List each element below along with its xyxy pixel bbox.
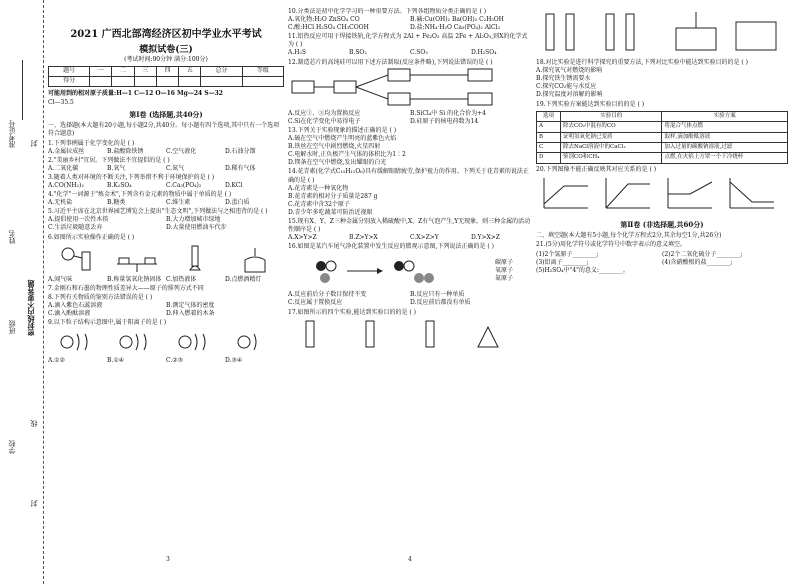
question-8	[48, 294, 284, 318]
binding-strip	[0, 0, 44, 584]
question-text: 15.现有X、Y、Z三种金属分别放入稀硫酸中,X、Z有气泡产生,Y无现象。则三种金属的活动性顺序是 ( )	[288, 217, 531, 234]
experiment-apparatus	[288, 317, 528, 353]
table-cell: 取样,滴加酚酞溶液	[662, 132, 788, 142]
score-cell[interactable]	[134, 76, 156, 86]
table-cell: 除去NaCl溶液中的CaCl₂	[561, 142, 662, 152]
seal-char: 封	[30, 500, 38, 507]
question-text: 11.铝热反应可用于焊接铁轨,化学方程式为 2Al + Fe₂O₃ 高温 2Fe + Al₂O₃,则X的化学式为 ( )	[288, 33, 528, 49]
table-cell: 点燃,在火焰上方罩一个干冷烧杯	[662, 153, 788, 163]
fill-item[interactable]: (1)2个氢原子________;	[536, 250, 599, 258]
table-cell: B	[537, 132, 561, 142]
option: A.滴入紫色石蕊溶液	[48, 301, 103, 309]
question-19	[536, 101, 788, 164]
question-text: 8.下列有关物质的鉴别方法错误的是 ( )	[48, 293, 153, 301]
legend-item: 碳原子	[494, 259, 513, 267]
column-two	[288, 8, 532, 568]
option: C.滴入酚酞溶液	[48, 310, 91, 318]
option: D.探究温度对溶解的影响	[536, 91, 603, 99]
table-row	[537, 153, 788, 163]
score-header: 三	[134, 66, 156, 76]
q20-graphs	[536, 174, 786, 214]
atom-structure-diagrams	[48, 329, 284, 355]
option: A.X>Y>Z	[288, 234, 317, 242]
name-label: 姓名	[8, 230, 16, 244]
question-11	[288, 33, 532, 57]
experiment-table	[536, 111, 788, 164]
option: A.CO(NH₂)₂	[48, 182, 84, 190]
question-18	[536, 59, 788, 99]
option: C.②③	[166, 357, 184, 365]
option: B.SO₂	[349, 49, 367, 57]
question-10	[288, 8, 532, 32]
option: A.反应前后分子数目保持不变	[288, 291, 367, 299]
silicon-flow-diagram	[288, 67, 528, 107]
exam-meta: (考试时间:90分钟 满分:100分)	[124, 55, 208, 63]
score-header: 一	[90, 66, 112, 76]
question-text: 3.随着人类对环境的不断关注,下列举措不利于环境保护的是 ( )	[48, 173, 215, 181]
question-3	[48, 174, 284, 190]
option: A.金属拉成丝	[48, 147, 85, 155]
option: A.H₂S	[288, 49, 306, 57]
option: B.K₂SO₄	[107, 182, 132, 190]
option: C.花青素中含32个原子	[288, 200, 350, 208]
question-text: 12.制造芯片的高纯硅可以用下述方法制取(反应条件略),下列说法错误的是 ( )	[288, 58, 493, 66]
lamp-figure	[231, 244, 279, 274]
option: A.提倡使用一次性木筷	[48, 216, 109, 224]
option: C.探究CO₂能与水反应	[536, 83, 597, 91]
question-9	[48, 319, 284, 365]
option: D.青少年多吃蔬菜可防治近视眼	[288, 208, 373, 216]
question-text: 5.习近平主席在北京世界园艺博览会上提出"生态文明",下列做法与之相违背的是 ( )	[48, 208, 268, 216]
question-17	[288, 309, 532, 356]
question-12	[288, 59, 532, 126]
atom-diagram	[116, 329, 158, 355]
seal-char: 封	[30, 140, 38, 147]
option: C.SO₃	[410, 49, 428, 57]
option: D.③④	[225, 357, 243, 365]
question-4	[48, 191, 284, 207]
question-text: 20.下列图像不能正确反映其对应关系的是 ( )	[536, 165, 657, 173]
option: B.糖类	[107, 199, 126, 207]
option: B.碱:Cu(OH)₂ Ba(OH)₂ C₂H₅OH	[410, 16, 504, 24]
table-cell: 证明氢氧化钠已变质	[561, 132, 662, 142]
table-header: 实验方案	[662, 111, 788, 121]
option: C.酸:HCl H₂SO₄ CH₃COOH	[288, 24, 369, 32]
fill-item[interactable]: (3)铝离子________;	[536, 258, 589, 266]
score-cell[interactable]	[112, 76, 134, 86]
lab-operation-illustrations	[48, 244, 284, 274]
table-cell: C	[537, 142, 561, 152]
atomic-masses: 可能用到的相对原子质量:H—1 C—12 O—16 Mg—24 S—32	[48, 89, 223, 97]
question-13	[288, 127, 532, 167]
atomic-masses-2: Cl—35.5	[48, 98, 74, 106]
atom-diagram	[175, 329, 217, 355]
option: D.H₂SO₄	[471, 49, 497, 57]
exam-subtitle: 模拟试卷(三)	[139, 44, 193, 55]
table-row	[537, 142, 788, 152]
question-7	[48, 285, 284, 293]
question-16	[288, 243, 532, 307]
option: C.氮气	[166, 164, 185, 172]
score-cell[interactable]	[156, 76, 178, 86]
fill-instructions: 二、填空题(本大题有5小题,每个化学方程式2分,其余每空1分,共26分)	[536, 232, 722, 240]
question-text: 14.花青素(化学式C₁₅H₁₁O₆)具有缓解眼睛疲劳,保护视力的作用。下列关于花青素的说法正确的是 ( )	[288, 168, 529, 184]
seal-warning: 密封线内不要答题	[26, 280, 35, 336]
school-label: 学校	[8, 440, 16, 454]
question-20	[536, 166, 788, 217]
question-text: 9.以下粒子结构示意图中,属于阳离子的是 ( )	[48, 319, 167, 327]
column-one	[48, 8, 284, 568]
legend-item: 氮原子	[494, 275, 513, 283]
question-text: 16.如图是某汽车尾气净化装置中发生反应的微观示意图,下列说法正确的是 ( )	[288, 243, 494, 251]
binding-line	[22, 60, 23, 120]
option: C.加热液体	[166, 275, 197, 283]
table-row	[537, 122, 788, 132]
column-three	[536, 8, 788, 568]
option: A.闻气味	[48, 275, 73, 283]
fill-item[interactable]: (4)含硝酸根的盐________;	[662, 258, 733, 266]
table-cell: D	[537, 153, 561, 163]
option: C.生活垃圾随意丢弃	[48, 224, 103, 232]
option: D.反应前后都没有单质	[410, 299, 471, 307]
part1-instructions: 一、选择题(本大题有20小题,每小题2分,共40分。每小题有四个选项,其中只有一个选项符合题意)	[48, 122, 280, 138]
option: A.无机盐	[48, 199, 73, 207]
question-text: 10.分类法是初中化学学习的一种重要方法。下列各组物质分类正确的是 ( )	[288, 8, 487, 15]
option: D.点燃酒精灯	[225, 275, 262, 283]
question-text: 1.下列事例属于化学变化的是 ( )	[48, 139, 135, 147]
score-header: 等级	[242, 66, 283, 76]
option: C.反应属于置换反应	[288, 299, 343, 307]
part2-title: 第Ⅱ卷 (非选择题,共60分)	[620, 219, 704, 229]
question-21: 21.(5分)用化学符号或化学符号中数字表示的意义填空。	[536, 241, 687, 249]
option: A.氧化物:H₂O ZnSO₄ CO	[288, 16, 360, 24]
reaction-micro-diagram	[288, 254, 532, 288]
smell-gas-figure	[54, 244, 102, 274]
option: D.盐:NH₄·H₂O Ca₃(PO₄)₂ AlCl₃	[410, 24, 500, 32]
option: A.反应①、③均为置换反应	[288, 109, 361, 117]
table-cell: 将混合气体点燃	[662, 122, 788, 132]
option: A.探究氧气对燃烧的影响	[536, 67, 603, 75]
option: B.探究铁生锈需要水	[536, 75, 591, 83]
reaction-particles	[307, 254, 457, 288]
option: D.稀有气体	[225, 164, 256, 172]
option: D.蛋白质	[225, 199, 250, 207]
score-header: 四	[156, 66, 178, 76]
option: D.镁条在空气中燃烧,发出耀眼的白光	[288, 159, 387, 167]
score-header: 二	[112, 66, 134, 76]
fill-item[interactable]: (5)H₂SO₄中"4"的意义:________。	[536, 266, 629, 274]
table-cell: 除去CO₂中混有的CO	[561, 122, 662, 132]
option: D.硅原子的核电荷数为14	[410, 117, 479, 125]
option: C.维生素	[166, 199, 191, 207]
option: B.氧气	[107, 164, 126, 172]
question-text: 13.下列关于实验现象的描述正确的是 ( )	[288, 126, 397, 134]
option: A.①②	[48, 357, 65, 365]
table-cell: A	[537, 122, 561, 132]
option: D.Y>X>Z	[471, 234, 500, 242]
question-15	[288, 218, 532, 242]
question-text: 7.金刚石和石墨的物理性质差异大——原子的排列方式不同	[48, 284, 204, 292]
question-text: 2."美丽乡村"宜居。下列做法不宜提倡的是 ( )	[48, 156, 170, 164]
option: B.盐酸除铁锈	[107, 147, 144, 155]
table-row	[537, 132, 788, 142]
score-cell[interactable]	[201, 76, 242, 86]
table-cell: 加入过量的碳酸钠溶液,过滤	[662, 142, 788, 152]
particle-legend	[495, 259, 513, 283]
option: D.大量使用燃油车代步	[166, 224, 227, 232]
option: A.硫在空气中燃烧产生明亮的蓝紫色火焰	[288, 135, 397, 143]
question-14	[288, 168, 532, 217]
table-header: 选项	[537, 111, 561, 121]
question-6	[48, 234, 284, 284]
class-label: 班级	[8, 320, 16, 334]
question-1	[48, 140, 284, 156]
seal-char: 线	[30, 420, 38, 427]
question-text: 17.如图所示的四个实验,能达到实验目的的是 ( )	[288, 308, 416, 316]
score-cell[interactable]	[242, 76, 283, 86]
question-text: 19.下列实验方案能达到实验目的的是 ( )	[536, 100, 645, 108]
legend-item: 氧原子	[494, 267, 513, 275]
question-text: 6.如图所示实验操作正确的是 ( )	[48, 233, 135, 241]
option: C.电解水时,正负极产生气体的体积比为1∶2	[288, 151, 406, 159]
score-row-label: 得分	[49, 76, 90, 86]
table-header: 实验目的	[561, 111, 662, 121]
score-header: 五	[179, 66, 201, 76]
question-text: 18.对比实验是进行科学探究的重要方法,下列对比实验中能达到实验目的的是 ( )	[536, 59, 748, 67]
option: B.花青素的相对分子质量是287 g	[288, 192, 378, 200]
option: D.伸入燃着的木条	[166, 310, 215, 318]
fill-item[interactable]: (2)2个二氧化硫分子________;	[662, 250, 743, 258]
option: B.测定气体的密度	[166, 301, 215, 309]
page-number: 3	[166, 555, 170, 563]
score-header: 总分	[201, 66, 242, 76]
option: C.Si在化学变化中易得电子	[288, 117, 361, 125]
option: A.花青素是一种氧化物	[288, 184, 349, 192]
part1-title: 第Ⅰ卷 (选择题,共40分)	[129, 109, 203, 119]
option: C.X>Z>Y	[410, 234, 439, 242]
exam-title: 2021 广西北部湾经济区初中学业水平考试	[70, 29, 262, 40]
option: C.Ca₃(PO₄)₂	[166, 182, 202, 190]
heating-figure	[172, 244, 220, 274]
option: B.大力增加城市绿地	[166, 216, 221, 224]
option: B.SiCl₄中 Si 的化合价为+4	[410, 109, 486, 117]
question-2	[48, 157, 284, 173]
score-cell[interactable]	[179, 76, 201, 86]
option: D.石油分馏	[225, 147, 256, 155]
table-cell: 鉴别CO和CH₄	[561, 153, 662, 163]
q18-apparatus	[536, 8, 786, 56]
score-table	[48, 66, 284, 87]
option: B.①④	[107, 357, 125, 365]
page-number: 4	[408, 555, 412, 563]
exam-no-label: 准考证号	[8, 120, 16, 148]
option: B.Z>Y>X	[349, 234, 378, 242]
option: B.反应只有一种单质	[410, 291, 465, 299]
option: A.二氧化碳	[48, 164, 79, 172]
option: B.称量氢氧化钠固体	[107, 275, 162, 283]
option: B.铁丝在空气中剧烈燃烧,火星四射	[288, 143, 381, 151]
option: C.空气液化	[166, 147, 197, 155]
balance-figure	[113, 244, 161, 274]
score-cell[interactable]	[90, 76, 112, 86]
score-header: 题号	[49, 66, 90, 76]
question-text: 4."化学"一词源于"炼金术",下列含有金元素的物质中属于单质的是 ( )	[48, 191, 232, 199]
question-5	[48, 208, 284, 232]
atom-diagram	[234, 329, 276, 355]
atom-diagram	[57, 329, 99, 355]
option: D.KCl	[225, 182, 243, 190]
